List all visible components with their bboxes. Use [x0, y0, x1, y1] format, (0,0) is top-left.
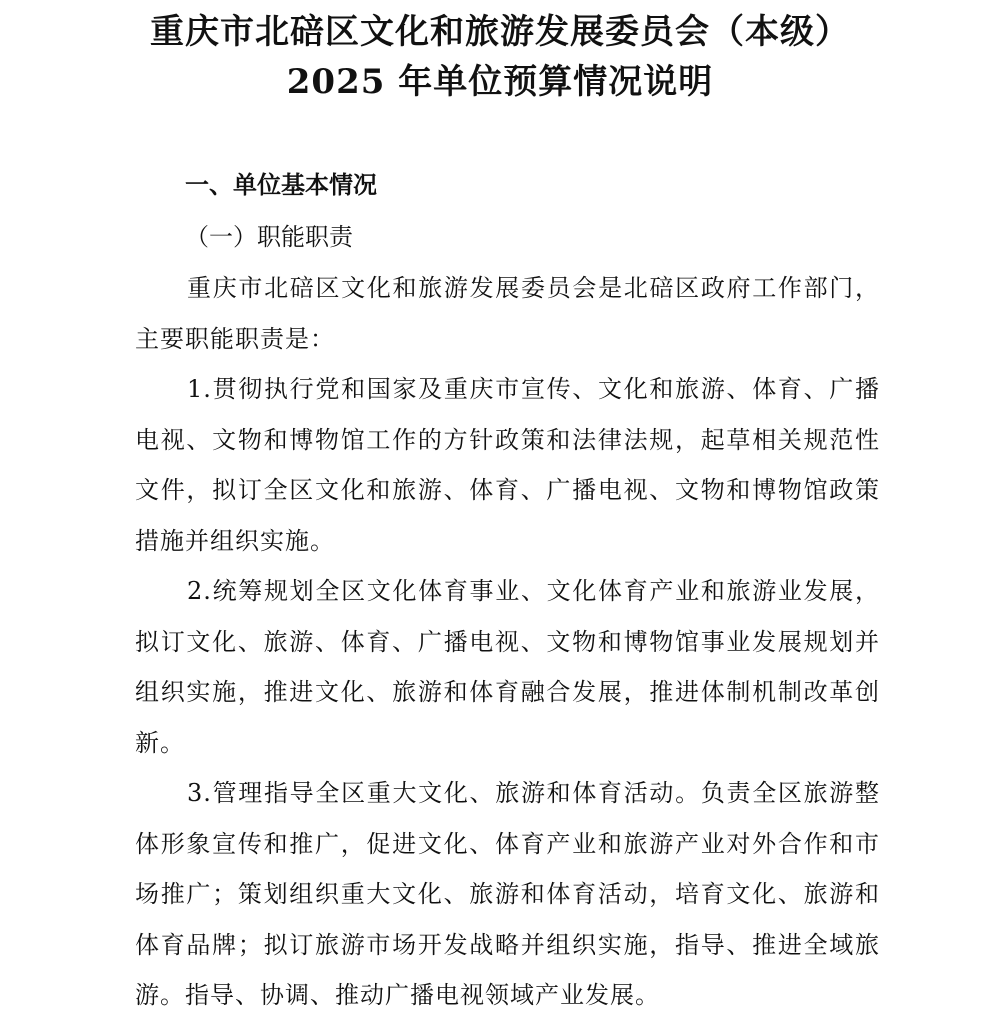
- duty-item-1: 1.贯彻执行党和国家及重庆市宣传、文化和旅游、体育、广播电视、文物和博物馆工作的方针政策和法律法规，起草相关规范性文件，拟订全区文化和旅游、体育、广播电视、文物和博物馆政策措施并组织实施。: [135, 375, 880, 555]
- section-heading: 一、单位基本情况: [185, 171, 377, 199]
- subsection-heading: （一）职能职责: [185, 223, 353, 251]
- duty-item-3: 3.管理指导全区重大文化、旅游和体育活动。负责全区旅游整体形象宣传和推广，促进文化、体育产业和旅游产业对外合作和市场推广；策划组织重大文化、旅游和体育活动，培育文化、旅游和体育品牌；拟订旅游市场开发战略并组织实施，指导、推进全域旅游。指导、协调、推动广播电视领域产业发展。: [135, 779, 880, 1009]
- intro-paragraph: 重庆市北碚区文化和旅游发展委员会是北碚区政府工作部门，主要职能职责是：: [135, 274, 880, 353]
- duty-item-2: 2.统筹规划全区文化体育事业、文化体育产业和旅游业发展，拟订文化、旅游、体育、广播电视、文物和博物馆事业发展规划并组织实施，推进文化、旅游和体育融合发展，推进体制机制改革创新。: [135, 577, 880, 757]
- document-title-line2: 2025 年单位预算情况说明: [286, 62, 714, 102]
- document-title-line1: 重庆市北碚区文化和旅游发展委员会（本级）: [150, 12, 850, 52]
